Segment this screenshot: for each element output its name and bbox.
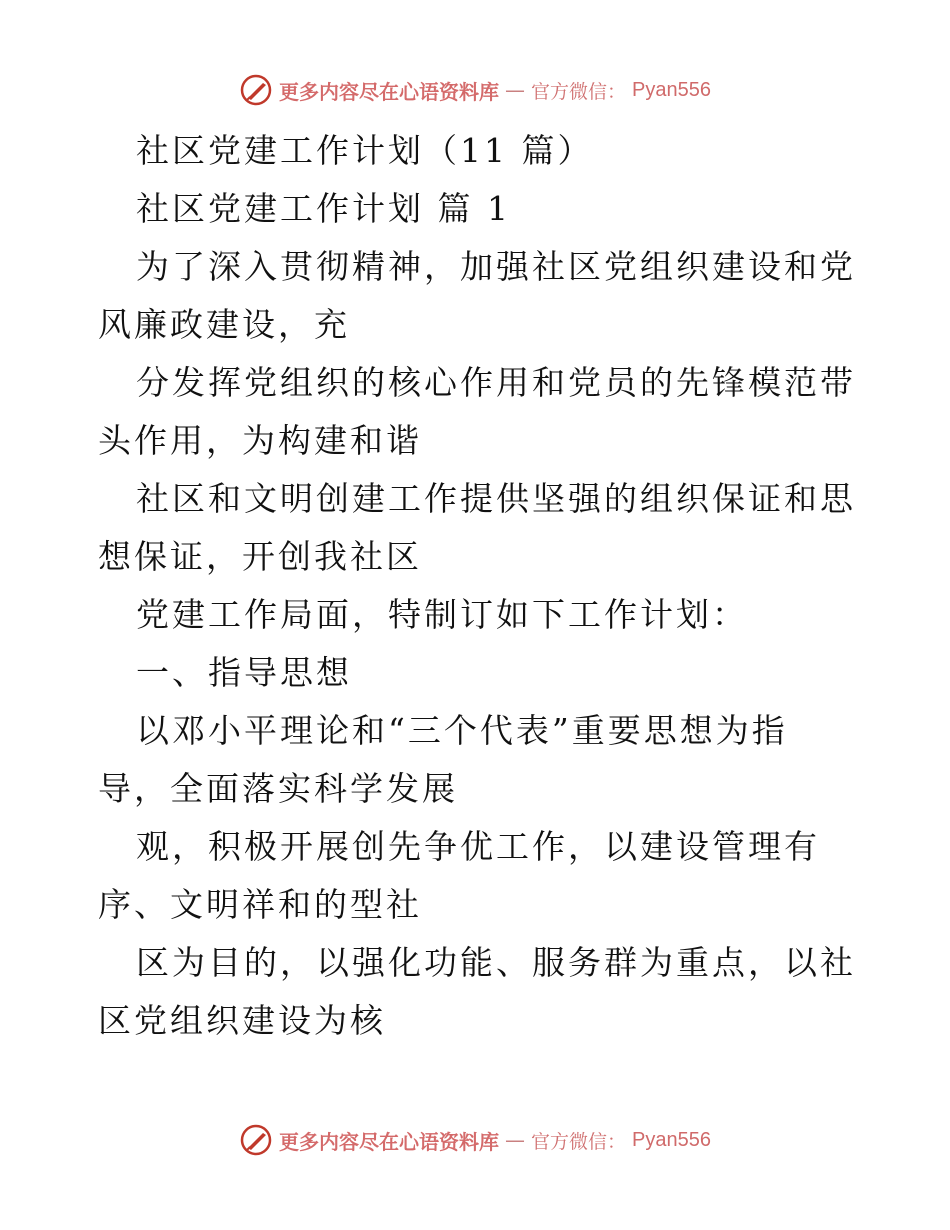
- footer-watermark: [0, 1120, 950, 1160]
- watermark-wechat-id: Pyan556: [632, 78, 711, 101]
- watermark-wechat-id: Pyan556: [632, 1128, 711, 1151]
- paragraph: 观，积极开展创先争优工作，以建设管理有序、文明祥和的型社: [98, 827, 820, 924]
- subsection-heading: 一、指导思想: [136, 653, 352, 692]
- watermark-text: 更多内容尽在心语资料库: [279, 1129, 499, 1154]
- header-watermark: [0, 70, 950, 110]
- watermark-wechat-label: 官方微信：: [531, 80, 627, 103]
- paragraph: 分发挥党组织的核心作用和党员的先锋模范带头作用，为构建和谐: [98, 363, 856, 460]
- watermark-separator: —: [505, 1128, 525, 1152]
- document-body: [98, 122, 858, 1050]
- watermark-separator: —: [505, 78, 525, 102]
- paragraph: 为了深入贯彻精神，加强社区党组织建设和党风廉政建设，充: [98, 247, 856, 344]
- document-title: 社区党建工作计划（11 篇）: [136, 131, 594, 170]
- paragraph: 以邓小平理论和“三个代表”重要思想为指导，全面落实科学发展: [98, 711, 788, 808]
- section-heading: 社区党建工作计划 篇 1: [136, 189, 511, 228]
- paragraph: 区为目的，以强化功能、服务群为重点，以社区党组织建设为核: [98, 943, 856, 1040]
- watermark-text: 更多内容尽在心语资料库: [279, 79, 499, 104]
- quill-pen-circle-icon: [239, 73, 273, 107]
- quill-pen-circle-icon: [239, 1123, 273, 1157]
- watermark-wechat-label: 官方微信：: [531, 1130, 627, 1153]
- paragraph: 党建工作局面，特制订如下工作计划：: [136, 595, 748, 634]
- paragraph: 社区和文明创建工作提供坚强的组织保证和思想保证，开创我社区: [98, 479, 856, 576]
